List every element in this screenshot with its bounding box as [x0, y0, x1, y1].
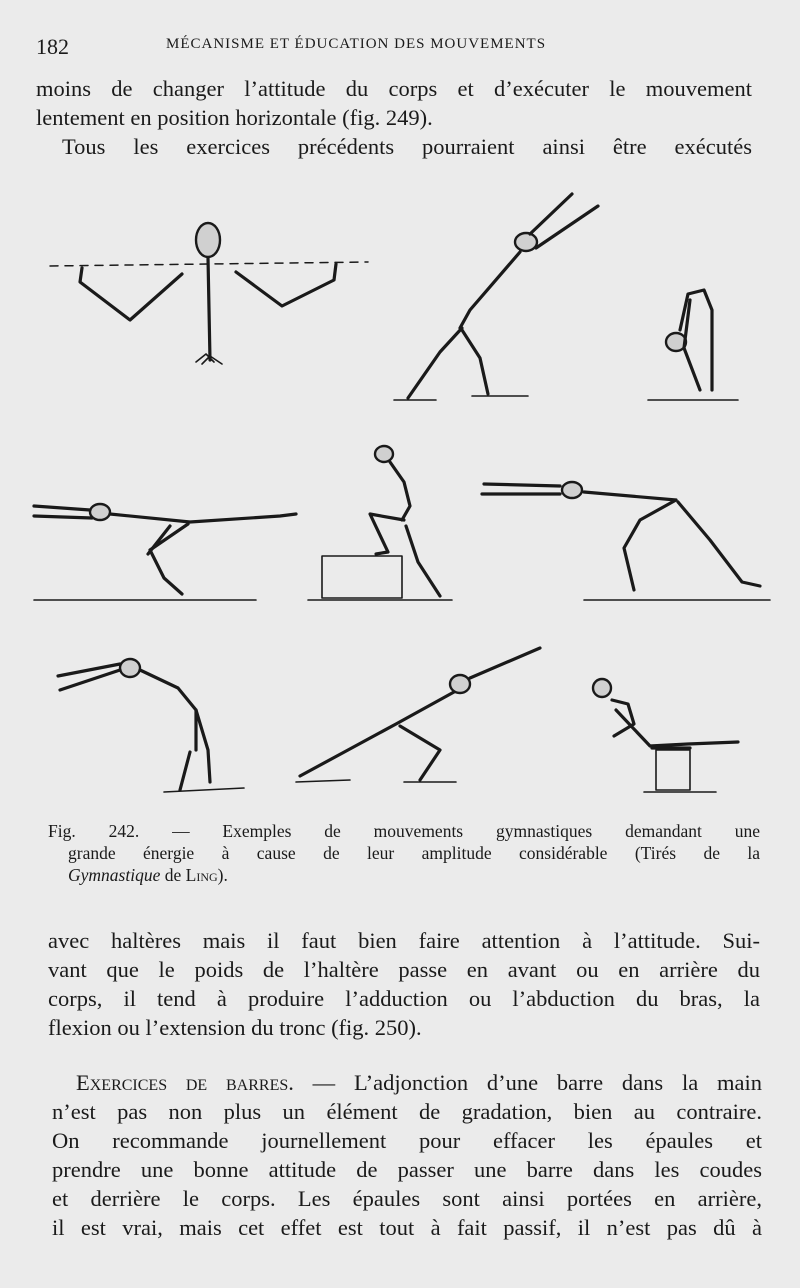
caption-line [48, 864, 760, 886]
caption-text: de [160, 865, 186, 885]
caption-author: Ling [185, 865, 218, 885]
text-line: Tous les exercices précédents pourraient ainsi être exécutés [62, 134, 752, 159]
section-lead-rest: — L’adjonction d’une barre dans la main [293, 1070, 762, 1095]
text-line: flexion ou l’extension du tronc (fig. 250). [48, 1015, 422, 1040]
top-paragraph [36, 74, 752, 161]
text-line: corps, il tend à produire l’adduction ou l’abduction du bras, la [48, 986, 760, 1011]
figure-lunge-arms-up [394, 194, 598, 400]
figure-standing-arms-raised [50, 223, 368, 364]
figure-bent-arms-forward [58, 659, 244, 792]
section-lead: Exercices de barres. [76, 1070, 294, 1095]
caption-line: grande énergie à cause de leur amplitude considérable (Tirés de la [68, 843, 760, 863]
running-head: MÉCANISME ET ÉDUCATION DES MOUVEMENTS [166, 36, 547, 52]
bottom-paragraph-2 [52, 1068, 762, 1242]
text-line: prendre une bonne attitude de passer une barre dans les coudes [52, 1157, 762, 1182]
text-line: vant que le poids de l’haltère passe en avant ou en arrière du [48, 957, 760, 982]
bottom-paragraph-1 [48, 926, 760, 1042]
text-line: et derrière le corps. Les épaules sont ainsi portées en arrière, [52, 1186, 762, 1211]
caption-book-title: Gymnastique [68, 865, 161, 885]
text-line [52, 1068, 762, 1097]
page-number: 182 [36, 34, 69, 59]
page-header [36, 34, 756, 62]
figure-illustration [0, 170, 800, 810]
caption-line: Fig. 242. — Exemples de mouvements gymnastiques demandant une [48, 821, 760, 841]
figure-seated-leg-extended [593, 679, 738, 792]
text-line: n’est pas non plus un élément de gradation, bien au contraire. [52, 1099, 762, 1124]
figure-horizontal-squat [34, 504, 296, 600]
text-line: On recommande journellement pour effacer les épaules et [52, 1128, 762, 1153]
text-line: avec haltères mais il faut bien faire attention à l’attitude. Sui- [48, 928, 760, 953]
figure-horizontal-lunge [482, 482, 770, 600]
text-line: il est vrai, mais cet effet est tout à fait passif, il n’est pas dû à [52, 1215, 762, 1240]
figure-diagonal-lunge [296, 648, 540, 782]
text-line: lentement en position horizontale (fig. 249). [36, 105, 433, 130]
figure-step-on-box [308, 446, 452, 600]
caption-text: ). [217, 865, 228, 885]
figure-forward-bend [648, 290, 738, 400]
figure-caption [48, 820, 760, 886]
text-line: moins de changer l’attitude du corps et d’exécuter le mouvement [36, 76, 752, 101]
